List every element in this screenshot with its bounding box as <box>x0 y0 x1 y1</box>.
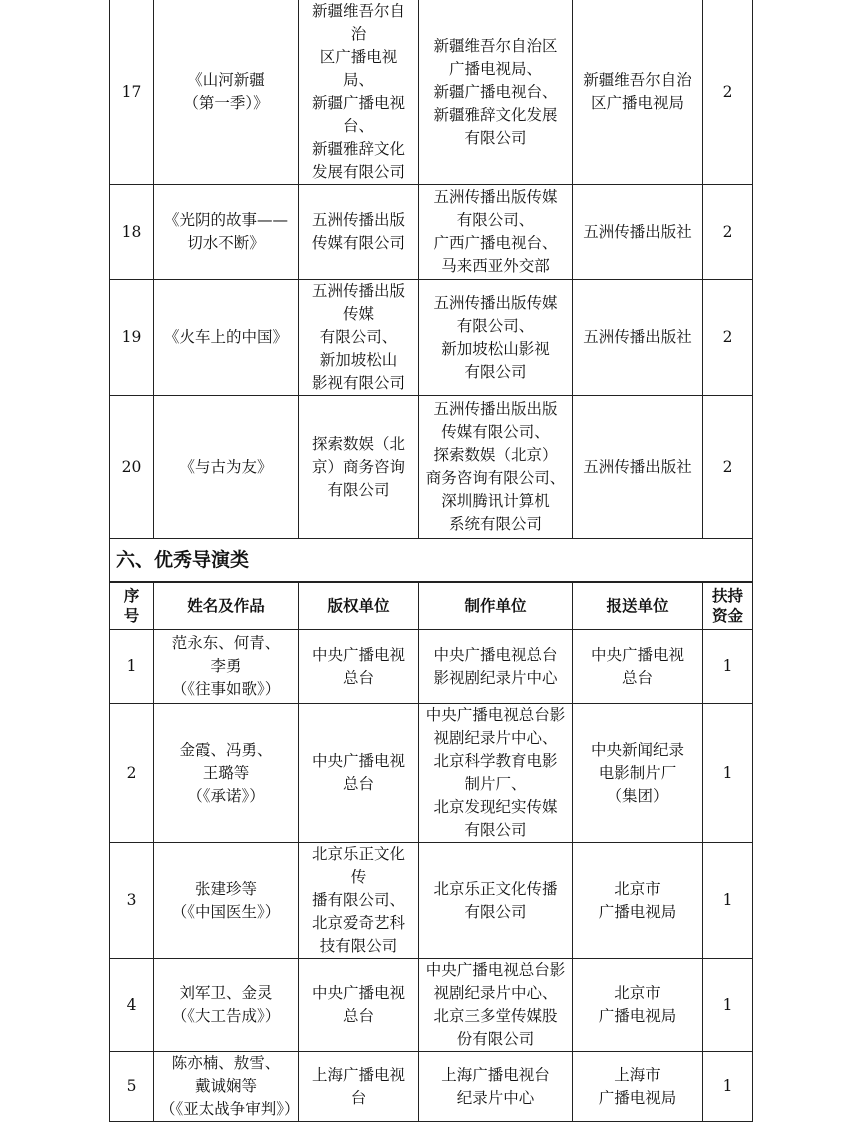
production-unit: 北京乐正文化传播 有限公司 <box>419 843 573 959</box>
row-number: 18 <box>110 185 154 280</box>
copyright-unit: 中央广播电视 总台 <box>299 630 419 704</box>
production-unit: 五洲传播出版传媒 有限公司、 广西广播电视台、 马来西亚外交部 <box>419 185 573 280</box>
funding-amount: 1 <box>703 630 753 704</box>
submitting-unit: 新疆维吾尔自治 区广播电视局 <box>573 0 703 185</box>
table-row <box>110 185 753 280</box>
table-header-row <box>110 582 753 630</box>
submitting-unit: 五洲传播出版社 <box>573 396 703 539</box>
director-and-work: 刘军卫、金灵 （《大工告成》） <box>154 959 299 1052</box>
work-title: 《光阴的故事—— 切水不断》 <box>154 185 299 280</box>
copyright-unit: 五洲传播出版传媒 有限公司、 新加坡松山 影视有限公司 <box>299 280 419 396</box>
production-unit: 中央广播电视总台 影视剧纪录片中心 <box>419 630 573 704</box>
header-copyright: 版权单位 <box>299 582 419 630</box>
submitting-unit: 中央广播电视 总台 <box>573 630 703 704</box>
table-row <box>110 704 753 843</box>
award-table <box>109 0 753 1122</box>
production-unit: 新疆维吾尔自治区 广播电视局、 新疆广播电视台、 新疆雅辞文化发展 有限公司 <box>419 0 573 185</box>
copyright-unit: 新疆维吾尔自治 区广播电视局、 新疆广播电视台、 新疆雅辞文化 发展有限公司 <box>299 0 419 185</box>
production-unit: 五洲传播出版传媒 有限公司、 新加坡松山影视 有限公司 <box>419 280 573 396</box>
copyright-unit: 探索数娱（北 京）商务咨询 有限公司 <box>299 396 419 539</box>
director-and-work: 金霞、冯勇、 王璐等 （《承诺》） <box>154 704 299 843</box>
funding-amount: 1 <box>703 704 753 843</box>
row-number: 20 <box>110 396 154 539</box>
director-and-work: 陈亦楠、敖雪、 戴诚娴等 （《亚太战争审判》） <box>154 1052 299 1122</box>
header-name: 姓名及作品 <box>154 582 299 630</box>
section-title: 六、优秀导演类 <box>110 539 753 583</box>
copyright-unit: 上海广播电视台 <box>299 1052 419 1122</box>
director-and-work: 范永东、何青、 李勇 （《往事如歌》） <box>154 630 299 704</box>
funding-amount: 1 <box>703 1052 753 1122</box>
row-number: 17 <box>110 0 154 185</box>
funding-amount: 2 <box>703 396 753 539</box>
copyright-unit: 中央广播电视 总台 <box>299 704 419 843</box>
production-unit: 上海广播电视台 纪录片中心 <box>419 1052 573 1122</box>
funding-amount: 2 <box>703 280 753 396</box>
header-producer: 制作单位 <box>419 582 573 630</box>
row-number: 5 <box>110 1052 154 1122</box>
table-row <box>110 843 753 959</box>
row-number: 4 <box>110 959 154 1052</box>
copyright-unit: 中央广播电视 总台 <box>299 959 419 1052</box>
table-row <box>110 1052 753 1122</box>
submitting-unit: 五洲传播出版社 <box>573 280 703 396</box>
production-unit: 中央广播电视总台影 视剧纪录片中心、 北京科学教育电影 制片厂、 北京发现纪实传媒 有限公司 <box>419 704 573 843</box>
submitting-unit: 五洲传播出版社 <box>573 185 703 280</box>
production-unit: 五洲传播出版出版 传媒有限公司、 探索数娱（北京） 商务咨询有限公司、 深圳腾讯计算机 系统有限公司 <box>419 396 573 539</box>
production-unit: 中央广播电视总台影 视剧纪录片中心、 北京三多堂传媒股 份有限公司 <box>419 959 573 1052</box>
submitting-unit: 上海市 广播电视局 <box>573 1052 703 1122</box>
work-title: 《山河新疆 （第一季）》 <box>154 0 299 185</box>
document-page <box>109 0 752 1122</box>
funding-amount: 1 <box>703 843 753 959</box>
header-fund: 扶持 资金 <box>703 582 753 630</box>
work-title: 《与古为友》 <box>154 396 299 539</box>
table-row <box>110 396 753 539</box>
row-number: 3 <box>110 843 154 959</box>
work-title: 《火车上的中国》 <box>154 280 299 396</box>
table-row <box>110 280 753 396</box>
funding-amount: 1 <box>703 959 753 1052</box>
table-row <box>110 959 753 1052</box>
funding-amount: 2 <box>703 0 753 185</box>
header-number: 序 号 <box>110 582 154 630</box>
submitting-unit: 北京市 广播电视局 <box>573 959 703 1052</box>
copyright-unit: 五洲传播出版 传媒有限公司 <box>299 185 419 280</box>
row-number: 19 <box>110 280 154 396</box>
row-number: 2 <box>110 704 154 843</box>
table-row <box>110 630 753 704</box>
section-heading-row <box>110 539 753 583</box>
director-and-work: 张建珍等 （《中国医生》） <box>154 843 299 959</box>
submitting-unit: 北京市 广播电视局 <box>573 843 703 959</box>
submitting-unit: 中央新闻纪录 电影制片厂 （集团） <box>573 704 703 843</box>
row-number: 1 <box>110 630 154 704</box>
header-submitter: 报送单位 <box>573 582 703 630</box>
table-row <box>110 0 753 185</box>
copyright-unit: 北京乐正文化传 播有限公司、 北京爱奇艺科 技有限公司 <box>299 843 419 959</box>
funding-amount: 2 <box>703 185 753 280</box>
